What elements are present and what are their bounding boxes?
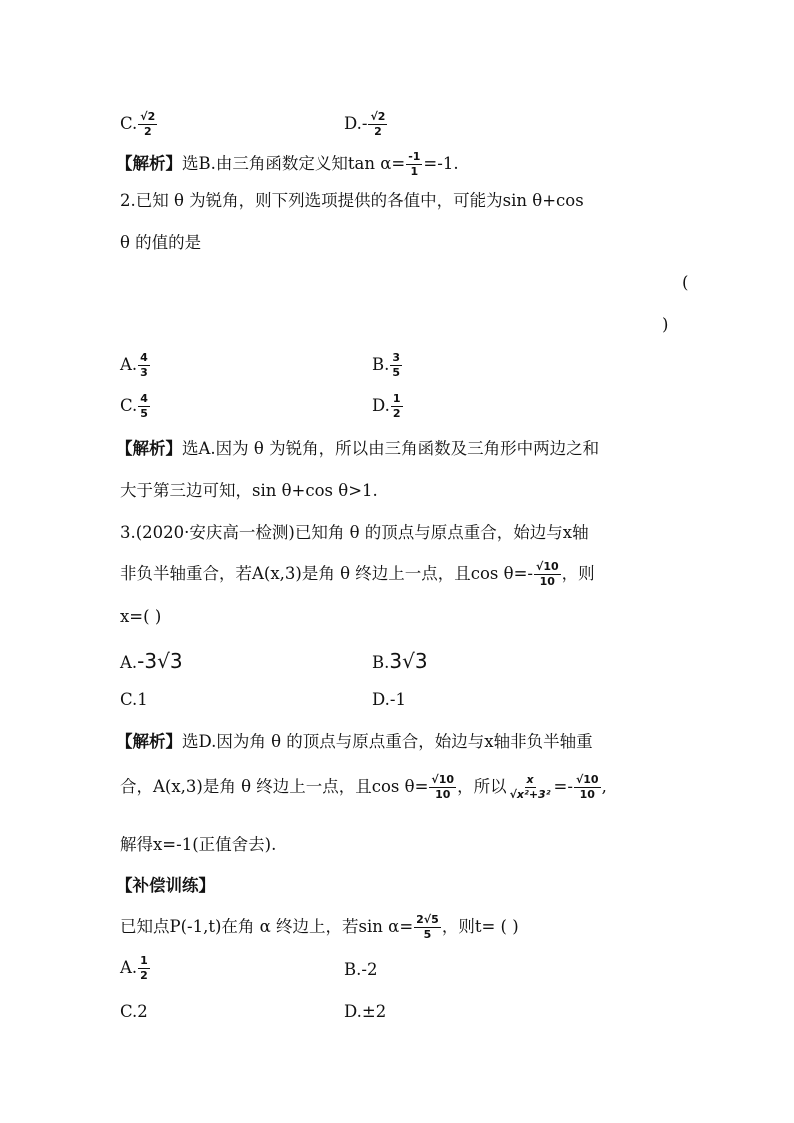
- q2-option-a: [120, 352, 151, 378]
- q3-analysis-equals: =-: [553, 776, 573, 796]
- q3-option-c: [120, 692, 148, 709]
- extra-option-b-label: B.: [344, 960, 362, 979]
- q2-option-c: [120, 393, 151, 419]
- extra-heading: 【补偿训练】: [116, 876, 215, 895]
- q2-answer-paren-open: (: [682, 273, 689, 292]
- extra-stem-text: 已知点P(-1,t)在角 α 终边上，若sin α=: [120, 916, 414, 936]
- q2-option-d-denominator: 2: [392, 406, 401, 420]
- q3-option-d-value: -1: [389, 690, 406, 709]
- extra-option-a-fraction: [138, 955, 150, 981]
- q1-option-d-numerator: √2: [370, 110, 386, 123]
- q3-stem-line-2: [120, 561, 595, 587]
- q3-analysis-fraction-3-numerator: √10: [575, 773, 599, 786]
- q2-option-d: [372, 393, 404, 419]
- extra-option-c: [120, 1004, 148, 1021]
- q2-option-b-fraction: [390, 352, 402, 378]
- q2-option-c-fraction: [138, 393, 150, 419]
- q3-analysis-fraction-3-denominator: 10: [579, 787, 595, 801]
- extra-option-a-numerator: 1: [140, 954, 148, 967]
- extra-option-d-value: ±2: [361, 1002, 387, 1021]
- q3-analysis-fraction-2-denominator: √x²+3²: [509, 787, 551, 801]
- q2-stem-line-2: θ 的值的是: [120, 233, 202, 252]
- q3-option-b-label: B.: [372, 653, 390, 672]
- q3-analysis-line-2: [120, 774, 607, 800]
- q1-option-d-fraction: [368, 111, 387, 137]
- q3-analysis-comma: ,: [601, 776, 607, 796]
- q3-stem-text: 非负半轴重合，若A(x,3)是角 θ 终边上一点，且cos θ=-: [120, 563, 533, 583]
- extra-option-b-value: -2: [361, 960, 378, 979]
- q2-option-a-fraction: [138, 352, 150, 378]
- q2-option-d-fraction: [391, 393, 403, 419]
- extra-option-c-label: C.: [120, 1002, 138, 1021]
- q2-option-b: [372, 352, 403, 378]
- q3-stem-denominator: 10: [539, 574, 555, 588]
- extra-option-a-denominator: 2: [140, 968, 148, 982]
- q1-analysis-text: 选B.由三角函数定义知tan α=: [182, 153, 406, 173]
- extra-stem-text-end: ，则t= ( ): [441, 916, 519, 936]
- q2-option-b-numerator: 3: [392, 351, 401, 364]
- q3-option-b-value: 3√3: [389, 649, 428, 673]
- q3-option-a-label: A.: [120, 653, 138, 672]
- q1-option-c: [120, 111, 158, 137]
- q3-analysis-fraction-1-denominator: 10: [435, 787, 451, 801]
- q3-analysis-fraction-1: [429, 774, 456, 800]
- q2-option-a-denominator: 3: [140, 365, 148, 379]
- q1-analysis-tag: 【解析】: [116, 153, 182, 173]
- q2-option-d-numerator: 1: [392, 392, 401, 405]
- q3-option-c-label: C.: [120, 690, 138, 709]
- extra-option-c-value: 2: [137, 1002, 148, 1021]
- q1-analysis-result: =-1.: [423, 153, 459, 173]
- q3-option-d-label: D.: [372, 690, 390, 709]
- extra-option-d: [344, 1004, 386, 1021]
- q1-analysis-numerator: -1: [408, 150, 421, 163]
- q3-analysis-connector: ，所以: [457, 776, 507, 796]
- q3-analysis-fraction-2-numerator: x: [526, 773, 534, 786]
- q1-analysis-denominator: 1: [410, 164, 419, 178]
- q1-option-c-fraction: [138, 111, 157, 137]
- q3-analysis-line-3: 解得x=-1(正值舍去).: [120, 835, 277, 854]
- q3-stem-line-3: x=( ): [120, 607, 162, 626]
- extra-stem-fraction: [414, 914, 441, 940]
- q3-analysis-fraction-3: [574, 774, 601, 800]
- extra-stem: [120, 914, 519, 940]
- q3-option-a-value: -3√3: [137, 649, 183, 673]
- q2-option-c-denominator: 5: [140, 406, 148, 420]
- q2-option-b-denominator: 5: [392, 365, 401, 379]
- q2-option-a-label: A.: [120, 354, 138, 374]
- q1-option-d: [344, 111, 388, 137]
- q1-option-d-sign: -: [361, 113, 368, 133]
- q2-answer-paren-close: ): [662, 315, 669, 334]
- q3-stem-text-end: ，则: [561, 563, 595, 583]
- q3-option-c-value: 1: [137, 690, 148, 709]
- q3-analysis-tag: 【解析】: [116, 732, 182, 751]
- extra-option-d-label: D.: [344, 1002, 362, 1021]
- q3-analysis-fraction-2: [508, 774, 553, 800]
- q2-option-c-numerator: 4: [140, 392, 148, 405]
- extra-stem-denominator: 5: [423, 927, 432, 941]
- q1-option-c-denominator: 2: [143, 124, 152, 138]
- q3-analysis-fraction-1-numerator: √10: [431, 773, 455, 786]
- q3-option-b: [372, 651, 428, 672]
- q1-option-c-label: C.: [120, 113, 138, 133]
- extra-stem-numerator: 2√5: [416, 913, 439, 926]
- q2-option-a-numerator: 4: [140, 351, 148, 364]
- q2-analysis-text: 选A.因为 θ 为锐角，所以由三角函数及三角形中两边之和: [182, 439, 600, 458]
- q3-stem-fraction: [534, 561, 561, 587]
- q3-analysis-text: 选D.因为角 θ 的顶点与原点重合，始边与x轴非负半轴重: [182, 732, 593, 751]
- q1-option-c-numerator: √2: [140, 110, 156, 123]
- q3-analysis-text-2: 合，A(x,3)是角 θ 终边上一点，且cos θ=: [120, 776, 429, 796]
- q2-option-c-label: C.: [120, 395, 138, 415]
- q2-analysis-line-2: 大于第三边可知，sin θ+cos θ>1.: [120, 481, 378, 500]
- q2-option-b-label: B.: [372, 354, 390, 374]
- extra-option-a-label: A.: [120, 957, 138, 977]
- q2-stem-line-1: 2.已知 θ 为锐角，则下列选项提供的各值中，可能为sin θ+cos: [120, 191, 584, 210]
- q1-analysis: [116, 151, 459, 177]
- q3-stem-line-1: 3.(2020·安庆高一检测)已知角 θ 的顶点与原点重合，始边与x轴: [120, 523, 589, 542]
- q1-option-d-denominator: 2: [374, 124, 382, 138]
- extra-option-b: [344, 962, 377, 979]
- q3-stem-numerator: √10: [535, 560, 559, 573]
- q2-analysis-line-1: [116, 441, 599, 458]
- extra-option-a: [120, 955, 151, 981]
- q3-option-d: [372, 692, 406, 709]
- q3-analysis-line-1: [116, 734, 593, 751]
- q2-analysis-tag: 【解析】: [116, 439, 182, 458]
- q1-analysis-fraction: [406, 151, 422, 177]
- q3-option-a: [120, 651, 183, 672]
- q2-option-d-label: D.: [372, 395, 390, 415]
- q1-option-d-label: D.: [344, 113, 362, 133]
